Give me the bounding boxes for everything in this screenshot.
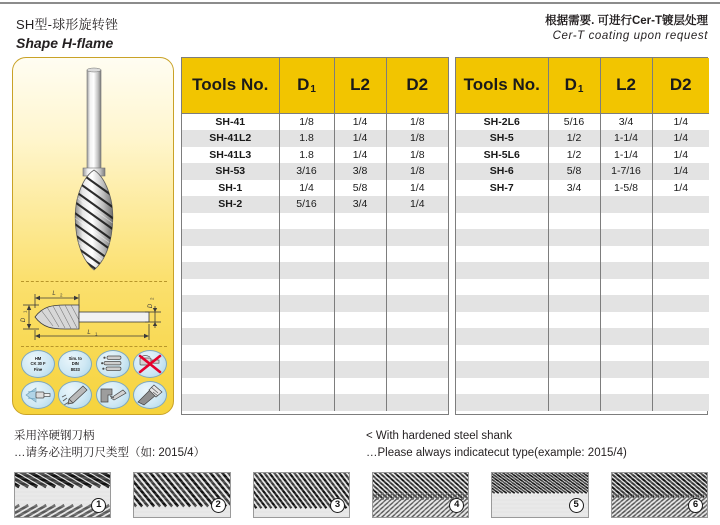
table-row[interactable] [456,147,709,164]
table-2-body [456,113,709,411]
cell-empty [334,394,386,411]
cell-empty [652,328,709,345]
cell-tool-no: SH-2 [182,196,279,213]
cell-tool-no: SH-7 [456,180,548,197]
table-row-empty [456,246,709,263]
table-row[interactable] [182,180,448,197]
svg-text:1: 1 [95,331,98,337]
cell-value: 1/4 [386,180,448,197]
top-rule [0,2,720,4]
cell-empty [334,345,386,362]
cell-empty [182,295,279,312]
cell-value: 3/8 [334,163,386,180]
col-header-l2: L2 [334,58,386,113]
table-row-empty [456,345,709,362]
swatch-number: 1 [91,498,106,513]
cell-empty [279,213,334,230]
badge-materials [96,350,130,378]
swatch-number: 3 [330,498,345,513]
cell-empty [652,279,709,296]
cell-empty [652,262,709,279]
coating-note-english: Cer-T coating upon request [552,30,708,42]
cell-empty [652,246,709,263]
cell-empty [548,361,600,378]
cell-value: 1/8 [386,147,448,164]
badge-din-standard [58,350,92,378]
cell-empty [182,246,279,263]
cell-value: 1.8 [279,130,334,147]
table-1-body [182,113,448,411]
col-header-d1: $D_1$ [548,58,600,113]
cell-empty [456,345,548,362]
table-row[interactable] [182,163,448,180]
cell-value: 1/8 [386,113,448,130]
table-2-header-row [456,58,709,113]
col-header-tools-no: Tools No. [182,58,279,113]
cell-value: 1/4 [652,147,709,164]
col-header-d2: D2 [652,58,709,113]
cell-tool-no: SH-41 [182,113,279,130]
note-left-line2: …请务必注明刀尺类型（如: 2015/4） [14,446,206,459]
cell-tool-no: SH-5 [456,130,548,147]
cell-value: 1/4 [334,147,386,164]
badge-coolant-spray [21,381,55,409]
note-left [14,428,205,461]
note-right [366,428,627,461]
cell-empty [334,262,386,279]
cell-value: 3/4 [548,180,600,197]
cell-empty [600,196,652,213]
svg-text:2: 2 [60,292,63,298]
cell-value: 3/16 [279,163,334,180]
cell-empty [386,361,448,378]
table-row-empty [182,246,448,263]
cell-empty [456,378,548,395]
cell-empty [182,361,279,378]
cell-value: 1-1/4 [600,147,652,164]
table-row[interactable] [456,113,709,130]
table-row-empty [182,394,448,411]
cell-empty [279,394,334,411]
cell-empty [548,394,600,411]
table-row-empty [456,295,709,312]
cell-empty [279,328,334,345]
badge-no-coolant [133,350,167,378]
cell-empty [386,246,448,263]
cell-empty [652,229,709,246]
cell-value: 1/4 [652,113,709,130]
cell-empty [334,361,386,378]
cell-empty [652,361,709,378]
cell-empty [548,262,600,279]
table-row-empty [456,378,709,395]
cut-pattern-4[interactable] [372,472,469,518]
tools-table-2 [455,57,708,415]
cell-empty [600,345,652,362]
cell-empty [279,262,334,279]
cell-tool-no: SH-41L3 [182,147,279,164]
cell-value: 1/4 [334,130,386,147]
cell-tool-no: SH-2L6 [456,113,548,130]
page-title [16,14,118,51]
cell-empty [334,213,386,230]
table-row-empty [182,213,448,230]
cell-empty [548,213,600,230]
cut-pattern-3[interactable] [253,472,350,518]
cell-value: 5/16 [548,113,600,130]
tools-table-1 [181,57,449,415]
cell-value: 3/4 [334,196,386,213]
cell-empty [182,262,279,279]
note-right-line1: < With hardened steel shank [366,430,513,442]
cell-empty [182,378,279,395]
cell-empty [652,295,709,312]
cell-empty [600,229,652,246]
cell-empty [548,295,600,312]
table-row[interactable] [182,196,448,213]
badge-grid [21,350,169,410]
cell-tool-no: SH-1 [182,180,279,197]
cell-empty [279,246,334,263]
cell-empty [600,279,652,296]
cell-empty [182,345,279,362]
table-row-empty [456,328,709,345]
table-row-empty [456,196,709,213]
cell-empty [548,312,600,329]
cell-empty [456,279,548,296]
cell-value: 1/4 [279,180,334,197]
cell-empty [456,262,548,279]
cell-empty [334,312,386,329]
cell-value: 5/16 [279,196,334,213]
cell-empty [456,196,548,213]
cell-empty [548,328,600,345]
cell-empty [279,295,334,312]
cell-empty [652,378,709,395]
cell-empty [600,378,652,395]
table-row-empty [456,312,709,329]
panel-divider-top [21,281,167,282]
cut-pattern-5[interactable] [491,472,588,518]
table-1-header-row [182,58,448,113]
badge-hm-grade [21,350,55,378]
cell-empty [386,295,448,312]
cell-value: 1.8 [279,147,334,164]
cell-empty [548,229,600,246]
cell-empty [334,246,386,263]
table-row-empty [456,229,709,246]
cell-empty [386,394,448,411]
dimension-drawing [13,286,174,344]
table-row-empty [182,361,448,378]
svg-text:D: D [21,317,27,323]
cell-empty [334,295,386,312]
cell-empty [652,312,709,329]
cell-empty [456,361,548,378]
cell-empty [182,213,279,230]
cell-empty [652,196,709,213]
table-row-empty [182,279,448,296]
badge-hm-line3: Fine [33,366,43,372]
cell-empty [279,378,334,395]
cell-empty [456,246,548,263]
cell-tool-no: SH-41L2 [182,130,279,147]
cell-empty [279,361,334,378]
cell-empty [652,345,709,362]
cell-empty [600,328,652,345]
cell-empty [279,279,334,296]
cell-value: 1/8 [386,130,448,147]
cell-empty [182,229,279,246]
col-header-tools-no: Tools No. [456,58,548,113]
table-row-empty [456,394,709,411]
badge-din-line1: Sim. to [68,356,82,362]
cell-empty [334,378,386,395]
cell-empty [600,312,652,329]
cell-empty [334,328,386,345]
cell-empty [386,213,448,230]
table-row[interactable] [456,130,709,147]
table-row[interactable] [456,163,709,180]
cell-empty [548,378,600,395]
cell-empty [600,295,652,312]
swatch-number: 4 [449,498,464,513]
cell-empty [456,213,548,230]
swatch-number: 6 [688,498,703,513]
cell-empty [548,279,600,296]
svg-text:2: 2 [149,297,155,300]
cell-value: 1/4 [652,163,709,180]
cell-empty [456,312,548,329]
cell-tool-no: SH-53 [182,163,279,180]
badge-hm-line1: HM [34,356,42,362]
cell-value: 1-7/16 [600,163,652,180]
cell-value: 3/4 [600,113,652,130]
cell-empty [279,312,334,329]
cell-value: 1/2 [548,130,600,147]
cut-pattern-1[interactable] [14,472,111,518]
badge-surface-work [133,381,167,409]
product-panel [12,57,174,415]
table-row-empty [456,262,709,279]
table-row-empty [182,328,448,345]
table-row[interactable] [182,147,448,164]
cell-empty [456,295,548,312]
cell-empty [600,394,652,411]
cell-empty [334,229,386,246]
cell-empty [456,394,548,411]
badge-din-line3: 8033 [70,366,80,372]
cell-empty [182,394,279,411]
svg-text:L: L [52,291,56,297]
cell-empty [386,378,448,395]
table-row[interactable] [456,180,709,197]
table-row[interactable] [182,130,448,147]
svg-text:1: 1 [22,310,28,313]
table-row[interactable] [182,113,448,130]
cell-empty [386,262,448,279]
cut-pattern-gallery [14,472,708,518]
coating-note [545,12,708,42]
col-header-d2: D2 [386,58,448,113]
cell-empty [279,345,334,362]
cell-empty [386,328,448,345]
table-row-empty [182,312,448,329]
cell-empty [652,213,709,230]
svg-text:L: L [87,330,91,336]
badge-din-line2: DIN [71,361,79,367]
cell-empty [652,394,709,411]
cell-value: 1/8 [279,113,334,130]
title-chinese: SH型-球形旋转锉 [16,17,119,32]
cell-empty [600,213,652,230]
cell-tool-no: SH-6 [456,163,548,180]
col-header-d1: $D_1$ [279,58,334,113]
swatch-number: 5 [569,498,584,513]
cell-empty [600,262,652,279]
table-row-empty [182,295,448,312]
panel-divider-bottom [21,346,167,347]
cut-pattern-6[interactable] [611,472,708,518]
cell-value: 1-5/8 [600,180,652,197]
cell-empty [279,229,334,246]
badge-deburring [58,381,92,409]
table-row-empty [182,229,448,246]
cell-value: 1/8 [386,163,448,180]
cell-empty [548,196,600,213]
flame-burr-illustration [13,64,174,279]
svg-text:D: D [148,303,154,309]
cell-empty [386,345,448,362]
swatch-number: 2 [211,498,226,513]
cell-empty [600,246,652,263]
table-row-empty [182,378,448,395]
cell-empty [456,328,548,345]
cell-value: 1/4 [386,196,448,213]
cell-empty [456,229,548,246]
badge-hm-line2: CK 30 F [30,361,46,367]
table-row-empty [182,262,448,279]
cell-value: 1-1/4 [600,130,652,147]
cut-pattern-2[interactable] [133,472,230,518]
cell-value: 1/4 [334,113,386,130]
cell-tool-no: SH-5L6 [456,147,548,164]
note-left-line1: 采用淬硬钢刀柄 [14,430,95,442]
cell-empty [334,279,386,296]
col-header-l2: L2 [600,58,652,113]
cell-value: 5/8 [334,180,386,197]
table-row-empty [182,345,448,362]
cell-empty [548,246,600,263]
cell-empty [182,279,279,296]
title-english: Shape H-flame [16,35,114,51]
cell-empty [182,328,279,345]
cell-value: 1/4 [652,130,709,147]
cell-empty [386,279,448,296]
cell-empty [386,229,448,246]
badge-edge-work [96,381,130,409]
cell-empty [600,361,652,378]
cell-empty [182,312,279,329]
coating-note-chinese: 根据需要. 可进行Cer-T镀层处理 [545,15,708,27]
table-row-empty [456,213,709,230]
note-right-line2: …Please always indicatecut type(example: 2015/4) [366,446,627,459]
table-row-empty [456,279,709,296]
cell-empty [548,345,600,362]
cell-value: 1/4 [652,180,709,197]
cell-value: 5/8 [548,163,600,180]
table-row-empty [456,361,709,378]
cell-empty [386,312,448,329]
cell-value: 1/2 [548,147,600,164]
